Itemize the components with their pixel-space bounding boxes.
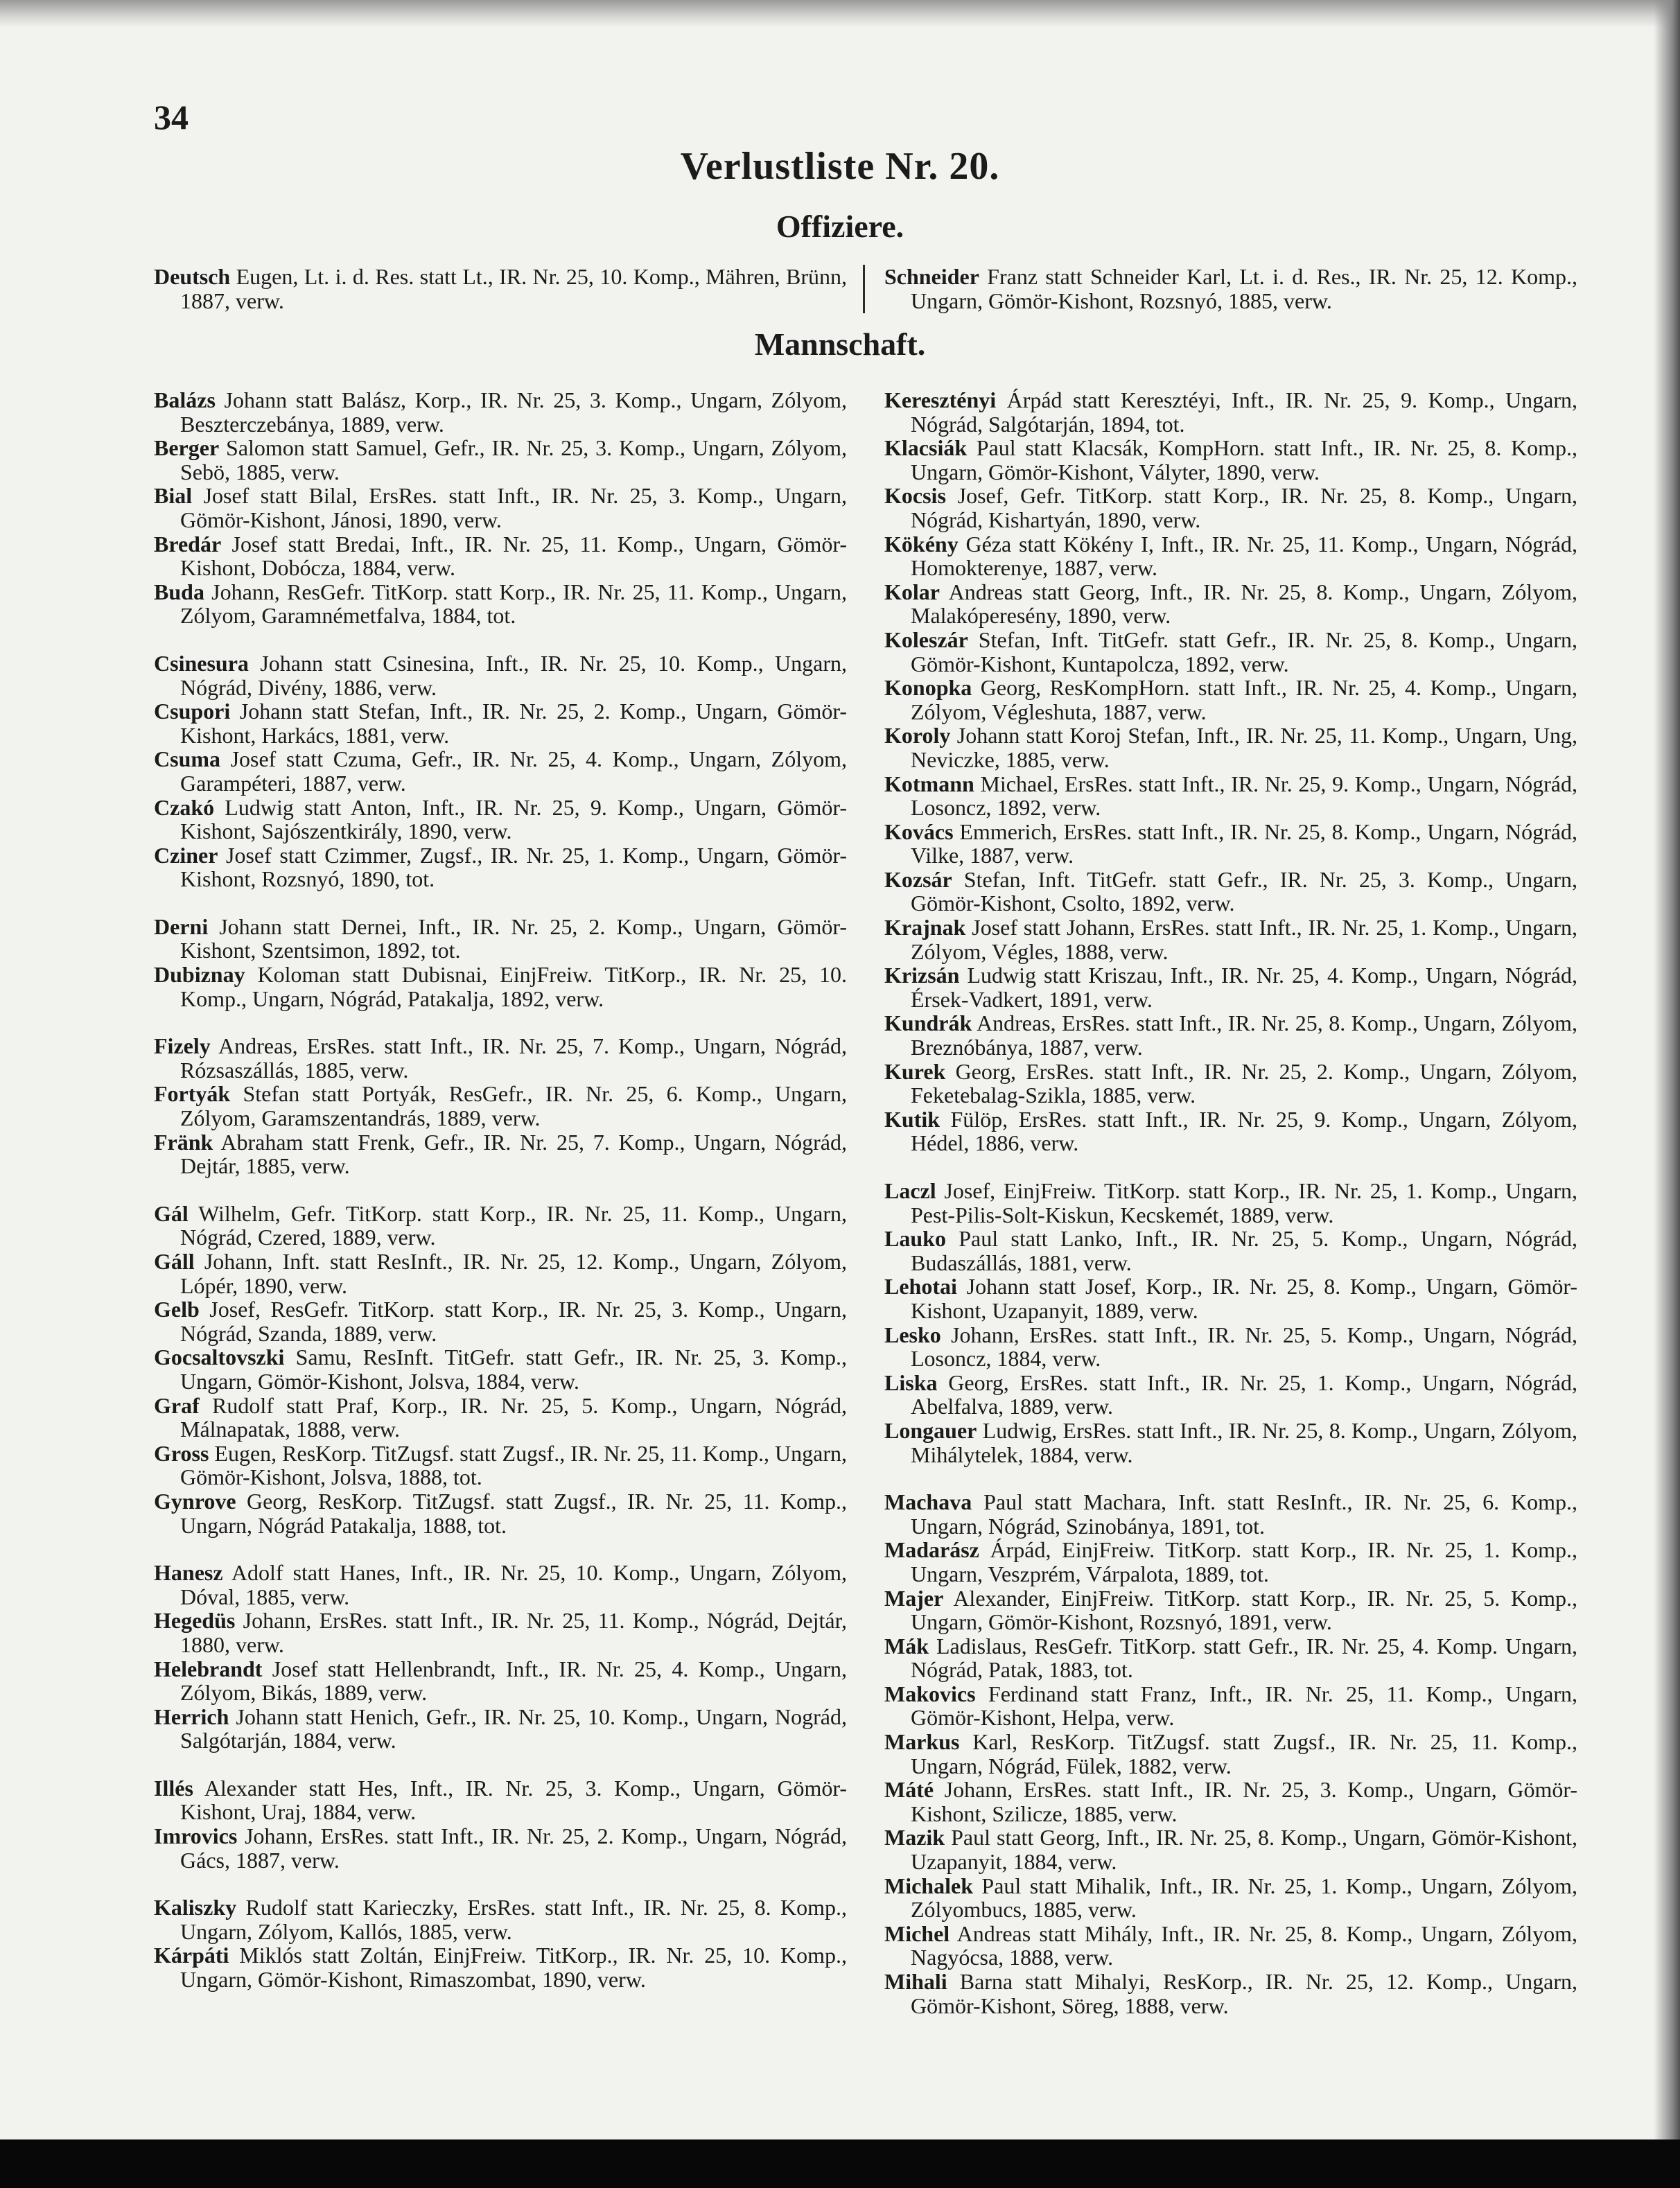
casualty-entry [884,1323,1577,1371]
casualty-surname: Mazik [884,1825,945,1850]
casualty-entry [154,1250,847,1297]
casualty-details: Salomon statt Samuel, Gefr., IR. Nr. 25, 3. Komp., Ungarn, Zólyom, Sebö, 1885, verw. [180,435,847,484]
casualty-entry [884,676,1577,724]
casualty-entry [154,265,847,313]
casualty-entry [154,1442,847,1489]
casualty-details: Georg, ResKompHorn. statt Inft., IR. Nr. 25, 4. Komp., Ungarn, Zólyom, Végleshuta, 1887, verw. [911,675,1577,724]
casualty-details: Josef, Gefr. TitKorp. statt Korp., IR. Nr. 25, 8. Komp., Ungarn, Nógrád, Kishartyán, 1890, verw. [911,483,1577,532]
casualty-details: Andreas statt Mihály, Inft., IR. Nr. 25, 8. Komp., Ungarn, Zólyom, Nagyócsa, 1888, verw. [911,1920,1577,1970]
casualty-entry [884,724,1577,771]
casualty-details: Josef statt Czuma, Gefr., IR. Nr. 25, 4. Komp., Ungarn, Zólyom, Garampéteri, 1887, verw. [180,746,847,796]
casualty-details: Georg, ErsRes. statt Inft., IR. Nr. 25, 1. Komp., Ungarn, Nógrád, Abelfalva, 1889, verw. [911,1369,1577,1419]
casualty-entry [884,1922,1577,1970]
casualty-entry [154,1202,847,1250]
casualty-details: Andreas, ErsRes. statt Inft., IR. Nr. 25, 8. Komp., Ungarn, Zólyom, Breznóbánya, 1887, verw. [911,1010,1577,1060]
casualty-entry [884,388,1577,436]
casualty-surname: Markus [884,1729,960,1755]
casualty-details: Johann, ErsRes. statt Inft., IR. Nr. 25, 3. Komp., Ungarn, Gömör-Kishont, Szilicze, 1885, verw. [911,1777,1577,1826]
casualty-surname: Konopka [884,675,972,701]
entry-gap [154,1872,847,1896]
casualty-entry [154,1657,847,1705]
casualty-entry [154,843,847,891]
casualty-details: Fülöp, ErsRes. statt Inft., IR. Nr. 25, 9. Komp., Ungarn, Zólyom, Hédel, 1886, verw. [911,1106,1577,1156]
casualty-surname: Liska [884,1369,938,1395]
casualty-details: Eugen, Lt. i. d. Res. statt Lt., IR. Nr. 25, 10. Komp., Mähren, Brünn, 1887, verw. [180,264,847,313]
casualty-details: Josef statt Bilal, ErsRes. statt Inft., IR. Nr. 25, 3. Komp., Ungarn, Gömör-Kishont, Jánosi, 1890, verw. [180,483,847,532]
casualty-surname: Koleszár [884,627,968,652]
casualty-entry [154,1705,847,1753]
casualty-entry [884,1874,1577,1922]
casualty-entry [884,820,1577,868]
casualty-surname: Kundrák [884,1010,972,1036]
casualty-details: Johann, ErsRes. statt Inft., IR. Nr. 25, 11. Komp., Nógrád, Dejtár, 1880, verw. [180,1608,847,1657]
casualty-entry [154,580,847,628]
casualty-entry [884,772,1577,820]
casualty-surname: Gelb [154,1297,200,1322]
offiziere-left-column [154,265,847,313]
casualty-surname: Hegedüs [154,1608,236,1634]
casualty-surname: Laczl [884,1178,936,1203]
casualty-surname: Graf [154,1392,200,1418]
casualty-surname: Helebrandt [154,1656,263,1681]
casualty-details: Franz statt Schneider Karl, Lt. i. d. Res., IR. Nr. 25, 12. Komp., Ungarn, Gömör-Kishont, Rozsnyó, 1885, verw. [911,264,1577,313]
casualty-details: Ludwig statt Anton, Inft., IR. Nr. 25, 9. Komp., Ungarn, Gömör-Kishont, Sajószentkirály, 1890, verw. [180,794,847,844]
casualty-surname: Kovács [884,819,954,844]
casualty-details: Paul statt Klacsák, KompHorn. statt Inft., IR. Nr. 25, 8. Komp., Ungarn, Gömör-Kishont, Vályter, 1890, verw. [911,435,1577,484]
casualty-surname: Kolar [884,579,940,604]
casualty-surname: Gynrove [154,1488,236,1514]
casualty-details: Josef statt Czimmer, Zugsf., IR. Nr. 25, 1. Komp., Ungarn, Gömör-Kishont, Rozsnyó, 1890, tot. [180,842,847,892]
casualty-details: Johann statt Josef, Korp., IR. Nr. 25, 8. Komp., Ungarn, Gömör-Kishont, Uzapanyit, 1889, verw. [911,1274,1577,1323]
casualty-surname: Majer [884,1585,944,1611]
casualty-details: Koloman statt Dubisnai, EinjFreiw. TitKorp., IR. Nr. 25, 10. Komp., Ungarn, Nógrád, Patakalja, 1892, verw. [180,962,847,1011]
casualty-entry [154,1130,847,1178]
casualty-details: Alexander, EinjFreiw. TitKorp. statt Korp., IR. Nr. 25, 5. Komp., Ungarn, Gömör-Kishont, Rozsnyó, 1891, verw. [911,1585,1577,1635]
casualty-entry [154,532,847,580]
casualty-details: Paul statt Mihalik, Inft., IR. Nr. 25, 1. Komp., Ungarn, Zólyom, Zólyombucs, 1885, verw. [911,1873,1577,1923]
casualty-surname: Kutik [884,1106,940,1132]
casualty-details: Johann, ResGefr. TitKorp. statt Korp., IR. Nr. 25, 11. Komp., Ungarn, Zólyom, Garamnémetfalva, 1884, tot. [180,579,847,629]
casualty-details: Stefan, Inft. TitGefr. statt Gefr., IR. Nr. 25, 8. Komp., Ungarn, Gömör-Kishont, Kuntapolcza, 1892, verw. [911,627,1577,676]
casualty-details: Ladislaus, ResGefr. TitKorp. statt Gefr., IR. Nr. 25, 4. Komp. Ungarn, Nógrád, Patak, 1883, tot. [911,1633,1577,1683]
casualty-details: Samu, ResInft. TitGefr. statt Gefr., IR. Nr. 25, 3. Komp., Ungarn, Gömör-Kishont, Jolsva, 1884, verw. [180,1345,847,1394]
casualty-surname: Klacsiák [884,435,968,461]
casualty-details: Paul statt Lanko, Inft., IR. Nr. 25, 5. Komp., Ungarn, Nógrád, Budaszállás, 1881, verw. [911,1226,1577,1275]
scan-border-top [0,0,1680,28]
casualty-entry [154,796,847,843]
column-divider [863,265,865,313]
casualty-details: Paul statt Machara, Inft. statt ResInft., IR. Nr. 25, 6. Komp., Ungarn, Nógrád, Szinobánya, 1891, tot. [911,1489,1577,1539]
casualty-details: Johann statt Henich, Gefr., IR. Nr. 25, 10. Komp., Ungarn, Nográd, Salgótarján, 1884, verw. [180,1704,847,1753]
casualty-surname: Máté [884,1777,934,1803]
casualty-details: Árpád, EinjFreiw. TitKorp. statt Korp., IR. Nr. 25, 1. Komp., Ungarn, Veszprém, Várpalota, 1889, tot. [911,1537,1577,1586]
entry-gap [154,1753,847,1776]
casualty-entry [154,1561,847,1609]
casualty-entry [884,1634,1577,1682]
casualty-surname: Czakó [154,794,215,820]
casualty-surname: Csinesura [154,650,249,676]
casualty-surname: Fizely [154,1033,211,1059]
casualty-details: Eugen, ResKorp. TitZugsf. statt Zugsf., IR. Nr. 25, 11. Komp., Ungarn, Gömör-Kishont, Jolsva, 1888, tot. [180,1440,847,1490]
casualty-entry [884,1586,1577,1634]
casualty-details: Josef statt Bredai, Inft., IR. Nr. 25, 11. Komp., Ungarn, Gömör-Kishont, Dobócza, 1884, verw. [180,531,847,581]
casualty-surname: Koroly [884,723,951,749]
section-heading-offiziere: Offiziere. [776,209,904,244]
casualty-entry [884,1778,1577,1826]
casualty-details: Paul statt Georg, Inft., IR. Nr. 25, 8. Komp., Ungarn, Gömör-Kishont, Uzapanyit, 1884, verw. [911,1825,1577,1875]
casualty-entry [154,1034,847,1082]
casualty-details: Johann statt Koroj Stefan, Inft., IR. Nr. 25, 11. Komp., Ungarn, Ung, Neviczke, 1885, verw. [911,723,1577,772]
casualty-details: Barna statt Mihalyi, ResKorp., IR. Nr. 25, 12. Komp., Ungarn, Gömör-Kishont, Söreg, 1888, verw. [911,1969,1577,2018]
casualty-details: Stefan statt Portyák, ResGefr., IR. Nr. 25, 6. Komp., Ungarn, Zólyom, Garamszentandrás, 1889, verw. [180,1081,847,1131]
casualty-surname: Gál [154,1200,189,1226]
casualty-details: Johann, ErsRes. statt Inft., IR. Nr. 25, 2. Komp., Ungarn, Nógrád, Gács, 1887, verw. [180,1823,847,1873]
casualty-entry [884,868,1577,916]
casualty-entry [154,484,847,532]
casualty-surname: Lauko [884,1226,946,1252]
mannschaft-right-column [884,388,1577,2018]
entry-gap [154,1178,847,1202]
casualty-entry [154,1943,847,1991]
casualty-details: Michael, ErsRes. statt Inft., IR. Nr. 25, 9. Komp., Ungarn, Nógrád, Losoncz, 1892, verw. [911,771,1577,821]
casualty-details: Wilhelm, Gefr. TitKorp. statt Korp., IR. Nr. 25, 11. Komp., Ungarn, Nógrád, Czered, 1889, verw. [180,1200,847,1250]
casualty-entry [884,1490,1577,1538]
casualty-entry [884,1538,1577,1586]
casualty-surname: Schneider [884,264,979,289]
page-title: Verlustliste Nr. 20. [680,145,1000,188]
casualty-details: Johann, Inft. statt ResInft., IR. Nr. 25, 12. Komp., Ungarn, Zólyom, Lópér, 1890, verw. [180,1249,847,1298]
casualty-entry [154,915,847,963]
casualty-details: Josef statt Hellenbrandt, Inft., IR. Nr. 25, 4. Komp., Ungarn, Zólyom, Bikás, 1889, verw. [180,1656,847,1706]
casualty-entry [884,265,1577,313]
casualty-details: Andreas, ErsRes. statt Inft., IR. Nr. 25, 7. Komp., Ungarn, Nógrád, Rózsaszállás, 1885, verw. [180,1033,847,1083]
casualty-surname: Gocsaltovszki [154,1345,285,1370]
casualty-entry [154,963,847,1010]
casualty-surname: Kurek [884,1058,946,1084]
casualty-surname: Kökény [884,531,959,557]
casualty-details: Miklós statt Zoltán, EinjFreiw. TitKorp., IR. Nr. 25, 10. Komp., Ungarn, Gömör-Kishont, Rimaszombat, 1890, verw. [180,1943,847,1993]
casualty-surname: Michel [884,1920,950,1946]
casualty-details: Alexander statt Hes, Inft., IR. Nr. 25, 3. Komp., Ungarn, Gömör-Kishont, Uraj, 1884, verw. [180,1775,847,1825]
casualty-surname: Hanesz [154,1560,223,1586]
offiziere-right-column [884,265,1577,313]
casualty-entry [154,1776,847,1824]
casualty-entry [154,747,847,795]
casualty-surname: Deutsch [154,264,231,289]
entry-gap [884,1155,1577,1179]
casualty-details: Josef, ResGefr. TitKorp. statt Korp., IR. Nr. 25, 3. Komp., Ungarn, Nógrád, Szanda, 1889, verw. [180,1297,847,1346]
casualty-surname: Gáll [154,1249,195,1274]
casualty-entry [884,1419,1577,1467]
casualty-details: Rudolf statt Karieczky, ErsRes. statt Inft., IR. Nr. 25, 8. Komp., Ungarn, Zólyom, Kallós, 1885, verw. [180,1895,847,1944]
casualty-surname: Dubiznay [154,962,245,988]
casualty-entry [154,651,847,699]
casualty-entry [884,1275,1577,1322]
casualty-surname: Cziner [154,842,218,868]
casualty-details: Adolf statt Hanes, Inft., IR. Nr. 25, 10. Komp., Ungarn, Zólyom, Dóval, 1885, verw. [180,1560,847,1609]
casualty-surname: Keresztényi [884,387,997,412]
casualty-entry [154,388,847,436]
casualty-surname: Mihali [884,1969,947,1994]
casualty-details: Josef statt Johann, ErsRes. statt Inft., IR. Nr. 25, 1. Komp., Ungarn, Zólyom, Végles, 1888, verw. [911,915,1577,964]
casualty-surname: Mák [884,1633,929,1658]
casualty-details: Johann statt Dernei, Inft., IR. Nr. 25, 2. Komp., Ungarn, Gömör-Kishont, Szentsimon, 1892, tot. [180,913,847,963]
casualty-entry [884,436,1577,484]
casualty-surname: Herrich [154,1704,229,1729]
casualty-entry [884,1011,1577,1059]
casualty-entry [884,532,1577,580]
casualty-surname: Krizsán [884,963,960,988]
casualty-surname: Fortyák [154,1081,231,1107]
casualty-details: Georg, ErsRes. statt Inft., IR. Nr. 25, 2. Komp., Ungarn, Zólyom, Feketebalag-Szikla, 1885, verw. [911,1058,1577,1108]
casualty-surname: Krajnak [884,915,966,940]
casualty-entry [884,1179,1577,1227]
casualty-entry [884,916,1577,963]
casualty-entry [884,1108,1577,1155]
casualty-surname: Kaliszky [154,1895,237,1920]
page-number: 34 [154,98,189,137]
casualty-entry [884,484,1577,532]
casualty-entry [884,1227,1577,1275]
casualty-details: Johann statt Csinesina, Inft., IR. Nr. 25, 10. Komp., Ungarn, Nógrád, Divény, 1886, verw. [180,650,847,700]
casualty-details: Emmerich, ErsRes. statt Inft., IR. Nr. 25, 8. Komp., Ungarn, Nógrád, Vilke, 1887, verw. [911,819,1577,868]
section-heading-mannschaft: Mannschaft. [754,326,926,362]
casualty-entry [154,1489,847,1537]
entry-gap [154,628,847,651]
casualty-details: Stefan, Inft. TitGefr. statt Gefr., IR. Nr. 25, 3. Komp., Ungarn, Gömör-Kishont, Csolto, 1892, verw. [911,866,1577,916]
casualty-details: Johann statt Balász, Korp., IR. Nr. 25, 3. Komp., Ungarn, Zólyom, Beszterczebánya, 1889, verw. [180,387,847,437]
casualty-details: Karl, ResKorp. TitZugsf. statt Zugsf., IR. Nr. 25, 11. Komp., Ungarn, Nógrád, Fülek, 1882, verw. [911,1729,1577,1778]
casualty-surname: Balázs [154,387,216,412]
casualty-surname: Longauer [884,1417,977,1443]
casualty-entry [154,1082,847,1130]
entry-gap [154,891,847,915]
casualty-surname: Imrovics [154,1823,238,1849]
casualty-surname: Makovics [884,1681,976,1706]
casualty-entry [884,1970,1577,2018]
casualty-entry [154,1394,847,1442]
casualty-surname: Kocsis [884,483,946,509]
casualty-surname: Kárpáti [154,1943,229,1968]
mannschaft-left-column [154,388,847,1992]
casualty-details: Ludwig statt Kriszau, Inft., IR. Nr. 25, 4. Komp., Ungarn, Nógrád, Érsek-Vadkert, 1891, verw. [911,963,1577,1012]
casualty-entry [154,1896,847,1943]
casualty-surname: Bredár [154,531,222,557]
casualty-entry [884,628,1577,676]
casualty-surname: Illés [154,1775,193,1801]
entry-gap [154,1537,847,1561]
casualty-surname: Lesko [884,1322,941,1347]
casualty-details: Johann, ErsRes. statt Inft., IR. Nr. 25, 5. Komp., Ungarn, Nógrád, Losoncz, 1884, verw. [911,1322,1577,1372]
casualty-surname: Bial [154,483,193,509]
casualty-entry [884,1826,1577,1873]
casualty-details: Árpád statt Keresztéyi, Inft., IR. Nr. 25, 9. Komp., Ungarn, Nógrád, Salgótarján, 1894, tot. [911,387,1577,437]
casualty-entry [154,436,847,484]
casualty-surname: Fränk [154,1129,213,1155]
casualty-surname: Csuma [154,746,221,772]
casualty-entry [884,580,1577,628]
casualty-entry [154,699,847,747]
casualty-entry [884,963,1577,1011]
casualty-details: Abraham statt Frenk, Gefr., IR. Nr. 25, 7. Komp., Ungarn, Nógrád, Dejtár, 1885, verw. [180,1129,847,1179]
casualty-details: Georg, ResKorp. TitZugsf. statt Zugsf., IR. Nr. 25, 11. Komp., Ungarn, Nógrád Patakalja, 1888, tot. [180,1488,847,1538]
entry-gap [884,1467,1577,1490]
casualty-surname: Lehotai [884,1274,957,1299]
casualty-entry [884,1371,1577,1419]
casualty-details: Géza statt Kökény I, Inft., IR. Nr. 25, 11. Komp., Ungarn, Nógrád, Homokterenye, 1887, verw. [911,531,1577,581]
casualty-details: Ludwig, ErsRes. statt Inft., IR. Nr. 25, 8. Komp., Ungarn, Zólyom, Mihálytelek, 1884, verw. [911,1417,1577,1467]
casualty-surname: Madarász [884,1537,979,1563]
casualty-entry [154,1609,847,1656]
casualty-surname: Gross [154,1440,209,1466]
casualty-surname: Berger [154,435,220,461]
casualty-details: Ferdinand statt Franz, Inft., IR. Nr. 25, 11. Komp., Ungarn, Gömör-Kishont, Helpa, verw. [911,1681,1577,1731]
casualty-entry [884,1682,1577,1730]
casualty-surname: Kozsár [884,866,952,892]
casualty-details: Johann statt Stefan, Inft., IR. Nr. 25, 2. Komp., Ungarn, Gömör-Kishont, Harkács, 1881, verw. [180,699,847,748]
scan-border-bottom [0,2139,1680,2188]
casualty-surname: Buda [154,579,204,604]
casualty-entry [154,1824,847,1872]
casualty-surname: Csupori [154,699,231,724]
casualty-details: Rudolf statt Praf, Korp., IR. Nr. 25, 5. Komp., Ungarn, Nógrád, Málnapatak, 1888, verw. [180,1392,847,1442]
casualty-details: Andreas statt Georg, Inft., IR. Nr. 25, 8. Komp., Ungarn, Zólyom, Malakóperesény, 1890, verw. [911,579,1577,629]
casualty-details: Josef, EinjFreiw. TitKorp. statt Korp., IR. Nr. 25, 1. Komp., Ungarn, Pest-Pilis-Solt-Kiskun, Kecskemét, 1889, verw. [911,1178,1577,1227]
casualty-entry [154,1345,847,1393]
casualty-surname: Kotmann [884,771,974,796]
casualty-surname: Michalek [884,1873,973,1898]
casualty-entry [154,1297,847,1345]
entry-gap [154,1010,847,1034]
casualty-surname: Derni [154,913,209,939]
casualty-entry [884,1730,1577,1778]
casualty-entry [884,1060,1577,1108]
casualty-surname: Machava [884,1489,972,1515]
